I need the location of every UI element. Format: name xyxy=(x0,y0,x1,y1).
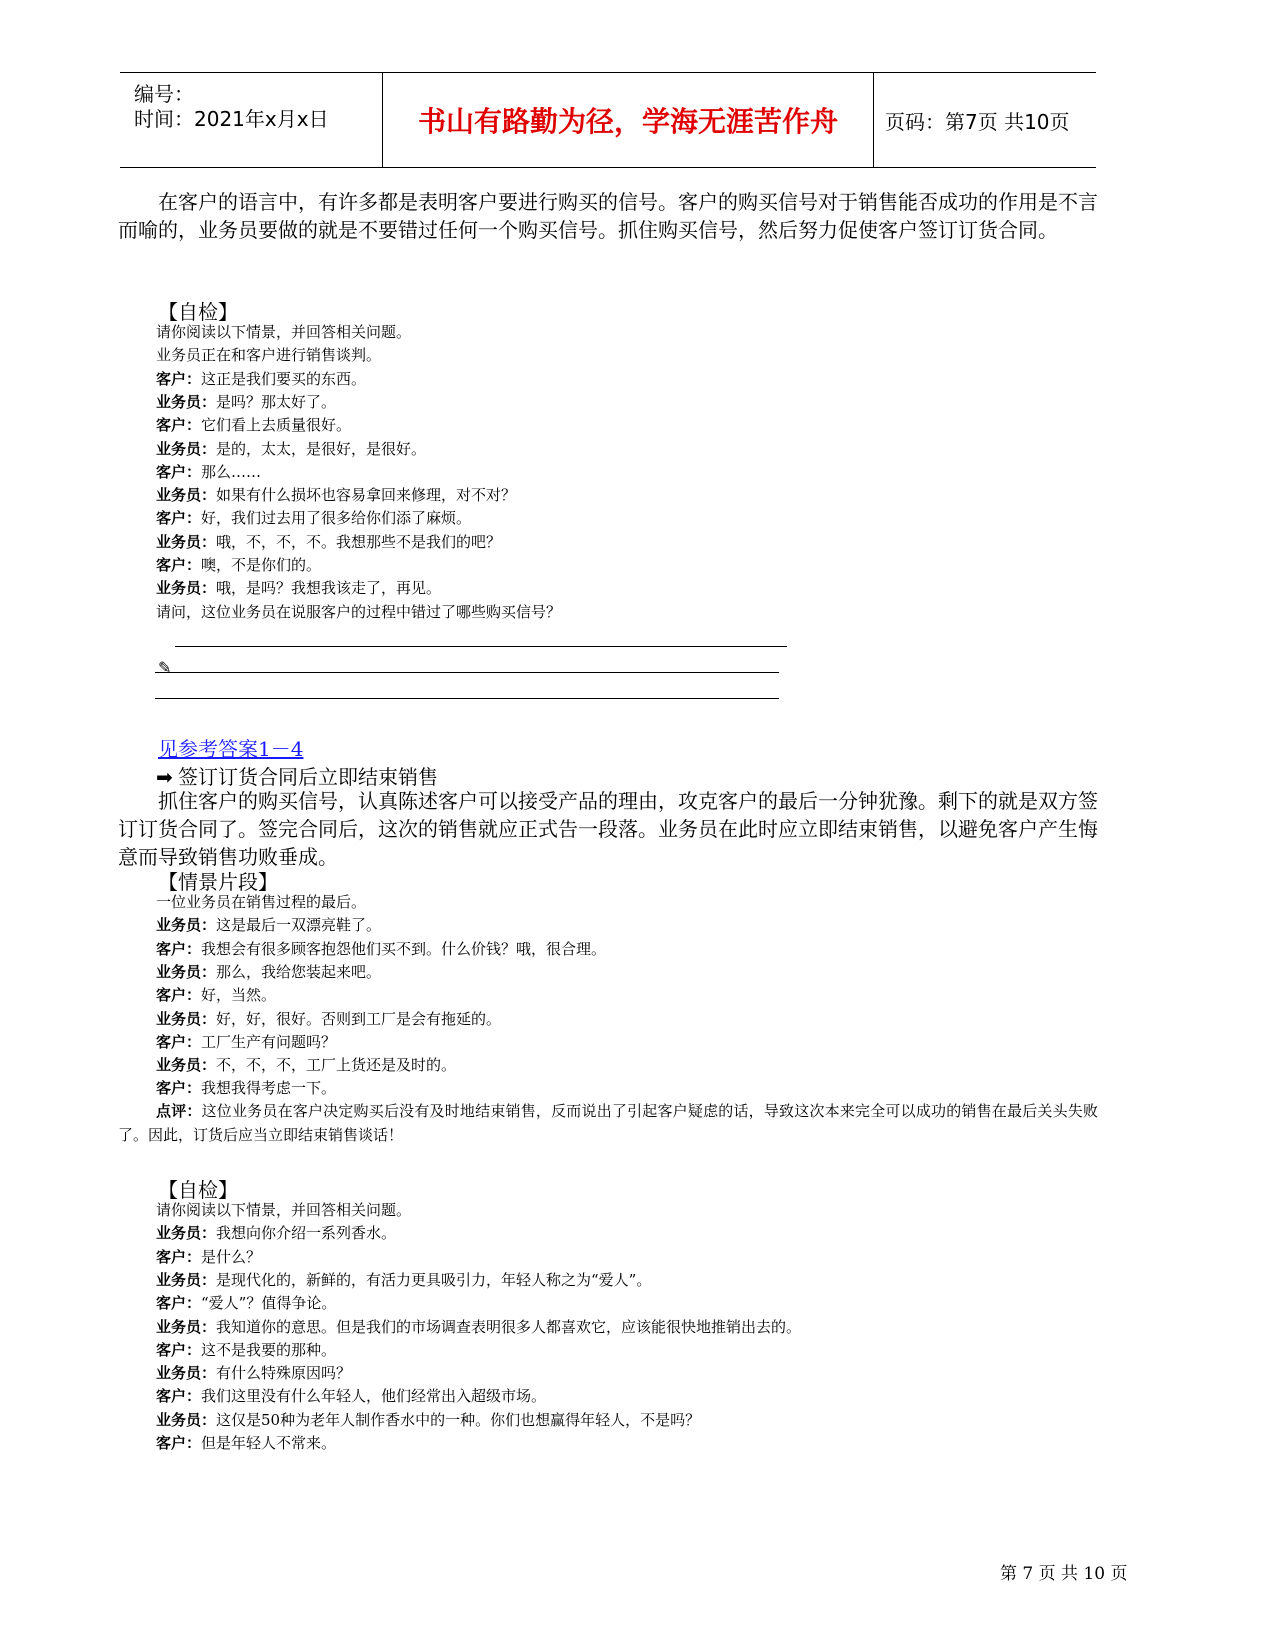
speaker-label: 客户： xyxy=(156,1294,202,1313)
answer-line xyxy=(155,672,779,673)
pen-icon: ✎ xyxy=(158,658,172,677)
line-text: 它们看上去质量很好。 xyxy=(201,416,352,435)
scenario-heading: 【情景片段】 xyxy=(158,870,278,894)
dialogue-line xyxy=(156,1053,456,1077)
line-text: 我们这里没有什么年轻人，他们经常出入超级市场。 xyxy=(201,1387,547,1406)
speaker-label: 业务员： xyxy=(156,1009,217,1028)
dialogue-line xyxy=(156,1291,336,1315)
answer-line xyxy=(175,646,787,647)
speaker-label: 客户： xyxy=(156,986,202,1005)
line-text: 是什么？ xyxy=(201,1247,262,1266)
speaker-label: 业务员： xyxy=(156,1270,217,1289)
dialogue-line xyxy=(156,437,426,461)
line-text: 我想向你介绍一系列香水。 xyxy=(216,1224,397,1243)
dialogue-line xyxy=(156,983,276,1007)
speaker-label: 业务员： xyxy=(156,486,217,505)
selfcheck-heading: 【自检】 xyxy=(158,300,238,324)
line-text: 请你阅读以下情景，并回答相关问题。 xyxy=(156,323,412,341)
dialogue-line xyxy=(156,413,351,437)
number-label: 编号： xyxy=(134,82,194,106)
speaker-label: 客户： xyxy=(156,1247,202,1266)
line-text: 哦，是吗？我想我该走了，再见。 xyxy=(216,579,442,598)
page-footer: 第 7 页 共 10 页 xyxy=(1000,1564,1128,1584)
answer-line xyxy=(155,698,779,699)
speaker-label: 客户： xyxy=(156,369,202,388)
header-motto-cell xyxy=(382,73,874,167)
speaker-label: 客户： xyxy=(156,462,202,481)
dialogue-line xyxy=(156,576,441,600)
speaker-label: 客户： xyxy=(156,1340,202,1359)
speaker-label: 客户： xyxy=(156,939,202,958)
line-text: 这不是我要的那种。 xyxy=(201,1340,337,1359)
line-text: 这正是我们要买的东西。 xyxy=(201,369,367,388)
line-text: “爱人”？值得争论。 xyxy=(201,1294,337,1313)
dialogue-line xyxy=(156,1431,336,1455)
page-header xyxy=(120,72,1096,168)
dialogue-line xyxy=(156,1384,546,1408)
dialogue-line xyxy=(156,1076,336,1100)
section-title-text: 签订订货合同后立即结束销售 xyxy=(178,765,438,789)
line-text: 请你阅读以下情景，并回答相关问题。 xyxy=(156,1201,412,1219)
speaker-label: 客户： xyxy=(156,1434,202,1452)
dialogue-line xyxy=(156,483,516,507)
speaker-label: 业务员： xyxy=(156,392,217,411)
line-text: 是现代化的，新鲜的，有活力更具吸引力，年轻人称之为“爱人”。 xyxy=(216,1270,652,1289)
line-text: 哦，不，不，不。我想那些不是我们的吧？ xyxy=(216,532,502,551)
speaker-label: 客户： xyxy=(156,509,202,528)
speaker-label: 业务员： xyxy=(156,916,217,935)
speaker-label: 业务员： xyxy=(156,532,217,551)
line-text: 噢，不是你们的。 xyxy=(201,556,322,574)
dialogue-line xyxy=(156,1315,801,1339)
dialogue-line xyxy=(156,890,366,914)
dialogue-line xyxy=(156,1007,501,1031)
header-right-cell xyxy=(872,73,1096,167)
dialogue-line xyxy=(156,1338,336,1362)
line-text: 我知道你的意思。但是我们的市场调查表明很多人都喜欢它，应该能很快地推销出去的。 xyxy=(216,1317,802,1336)
line-text: 是吗？那太好了。 xyxy=(216,392,337,411)
intro-paragraph: 在客户的语言中，有许多都是表明客户要进行购买的信号。客户的购买信号对于销售能否成功的作用是不言而喻的，业务员要做的就是不要错过任何一个购买信号。抓住购买信号，然后努力促使客户签订订货合同。 xyxy=(118,190,1098,242)
dialogue-line xyxy=(156,553,321,577)
line-text: 好，当然。 xyxy=(201,986,277,1005)
line-text: 请问，这位业务员在说服客户的过程中错过了哪些购买信号？ xyxy=(156,602,562,621)
line-text: 工厂生产有问题吗？ xyxy=(201,1032,337,1051)
dialogue-line xyxy=(156,320,411,344)
comment-text: 这位业务员在客户决定购买后没有及时地结束销售，反而说出了引起客户疑虑的话，导致这次本来完全可以成功的销售在最后关头失败了。因此，订货后应当立即结束销售谈话！ xyxy=(118,1102,1098,1144)
speaker-label: 客户： xyxy=(156,1032,202,1051)
line-text: 那么，我给您装起来吧。 xyxy=(216,962,382,981)
line-text: 是的，太太，是很好，是很好。 xyxy=(216,439,427,458)
dialogue-line xyxy=(156,1221,396,1245)
speaker-label: 业务员： xyxy=(156,1364,217,1383)
line-text: 不，不，不，工厂上货还是及时的。 xyxy=(216,1056,457,1075)
comment-paragraph xyxy=(118,1099,1098,1147)
dialogue-line xyxy=(156,937,606,961)
dialogue-line xyxy=(156,390,336,414)
line-text: 这仅是50种为老年人制作香水中的一种。你们也想赢得年轻人，不是吗？ xyxy=(216,1410,701,1429)
line-text: 有什么特殊原因吗？ xyxy=(216,1364,352,1383)
motto: 书山有路勤为径，学海无涯苦作舟 xyxy=(417,105,838,138)
speaker-label: 客户： xyxy=(156,416,202,435)
line-text: 我想我得考虑一下。 xyxy=(201,1079,337,1098)
dialogue-line xyxy=(156,1198,411,1222)
comment-speaker: 点评： xyxy=(156,1102,202,1120)
dialogue-line xyxy=(156,530,501,554)
speaker-label: 业务员： xyxy=(156,579,217,598)
dialogue-line xyxy=(156,506,471,530)
dialogue-line xyxy=(156,1030,336,1054)
speaker-label: 业务员： xyxy=(156,1317,217,1336)
speaker-label: 客户： xyxy=(156,1079,202,1098)
dialogue-line xyxy=(156,1361,351,1385)
time-label: 时间：2021年x月x日 xyxy=(134,107,329,131)
dialogue-line xyxy=(156,367,366,391)
dialogue-line xyxy=(156,1245,261,1269)
dialogue-line xyxy=(156,960,381,984)
line-text: 这是最后一双漂亮鞋了。 xyxy=(216,916,382,935)
line-text: 我想会有很多顾客抱怨他们买不到。什么价钱？哦，很合理。 xyxy=(201,939,607,958)
line-text: 但是年轻人不常来。 xyxy=(201,1434,337,1452)
line-text: 好，我们过去用了很多给你们添了麻烦。 xyxy=(201,509,472,528)
dialogue-line xyxy=(156,343,381,367)
dialogue-line xyxy=(156,460,261,484)
line-text: 一位业务员在销售过程的最后。 xyxy=(156,893,367,911)
speaker-label: 业务员： xyxy=(156,962,217,981)
speaker-label: 业务员： xyxy=(156,1410,217,1429)
line-text: 那么…… xyxy=(201,462,262,481)
dialogue-line xyxy=(156,913,381,937)
section-paragraph: 抓住客户的购买信号，认真陈述客户可以接受产品的理由，攻克客户的最后一分钟犹豫。剩下的就是双方签订订货合同了。签完合同后，这次的销售就应正式告一段落。业务员在此时应立即结束销售，以避免客户产生悔意而导致销售功败垂成。 xyxy=(118,789,1098,869)
header-left-cell xyxy=(120,73,382,167)
speaker-label: 业务员： xyxy=(156,439,217,458)
dialogue-line xyxy=(156,1268,651,1292)
line-text: 业务员正在和客户进行销售谈判。 xyxy=(156,346,382,365)
arrow-right-icon: ➡ xyxy=(156,765,173,789)
answer-reference-link[interactable]: 见参考答案1－4 xyxy=(158,737,304,761)
speaker-label: 业务员： xyxy=(156,1056,217,1075)
speaker-label: 客户： xyxy=(156,556,202,574)
line-text: 好，好，很好。否则到工厂是会有拖延的。 xyxy=(216,1009,502,1028)
selfcheck2-heading: 【自检】 xyxy=(158,1178,238,1202)
line-text: 如果有什么损坏也容易拿回来修理，对不对？ xyxy=(216,486,517,505)
page-number-label: 页码：第7页 共10页 xyxy=(885,109,1070,134)
speaker-label: 业务员： xyxy=(156,1224,217,1243)
dialogue-line xyxy=(156,600,561,624)
section-title xyxy=(156,761,438,790)
dialogue-line xyxy=(156,1408,700,1432)
speaker-label: 客户： xyxy=(156,1387,202,1406)
